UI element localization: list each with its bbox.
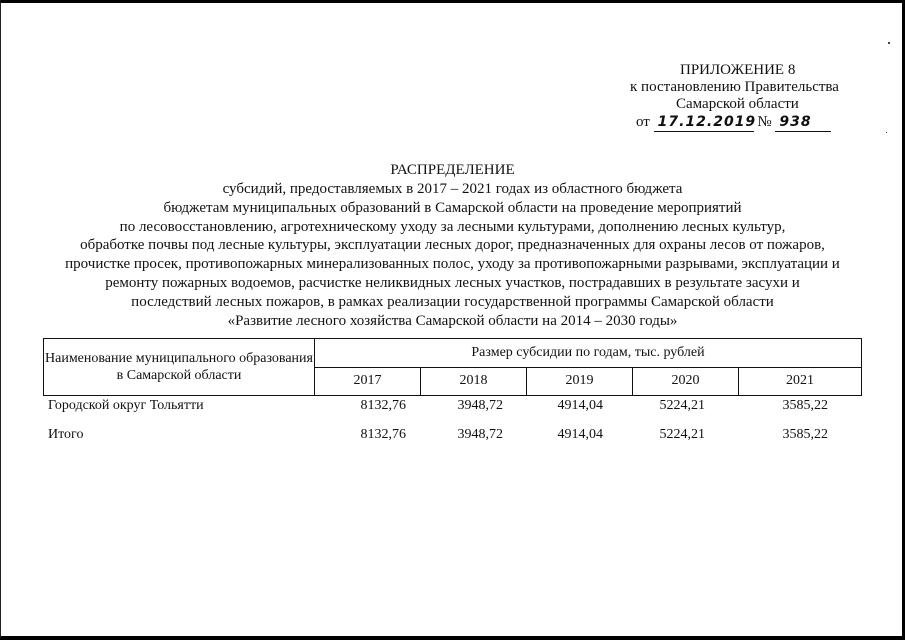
row-value-2018: 3948,72: [457, 398, 503, 413]
scan-speck: [886, 132, 887, 133]
total-value-2018: 3948,72: [457, 427, 503, 442]
table-row: [48, 398, 868, 427]
table-row-total: [48, 427, 868, 456]
total-value-2017: 8132,76: [360, 427, 406, 442]
subtitle-line: по лесовосстановлению, агротехническому уходу за лесными культурами, дополнению лесных культур,: [119, 218, 786, 235]
row-total-label: Итого: [48, 427, 84, 442]
subtitle-line: обработке почвы под лесные культуры, эксплуатации лесных дорог, предназначенных для охраны лесов от пожаров,: [80, 237, 825, 254]
total-value-2021: 3585,22: [782, 427, 828, 442]
appendix-region: Самарской области: [676, 96, 799, 112]
column-header-year: 2020: [633, 367, 739, 396]
column-header-year: 2018: [421, 367, 527, 396]
subtitle-line: последствий лесных пожаров, в рамках реализации государственной программы Самарской области: [131, 293, 774, 310]
appendix-number: ПРИЛОЖЕНИЕ 8: [680, 62, 796, 78]
number-prefix: №: [757, 114, 772, 130]
subtitle-line: ремонту пожарных водоемов, расчистке неликвидных лесных участков, пострадавших в результате засухи и: [105, 274, 800, 291]
scan-speck: [888, 42, 890, 44]
subtitle-line: бюджетам муниципальных образований в Самарской области на проведение мероприятий: [163, 199, 742, 216]
subtitle-line: субсидий, предоставляемых в 2017 – 2021 годах из областного бюджета: [222, 181, 683, 197]
subtitle-line: прочистке просек, противопожарных минерализованных полос, уходу за противопожарными разрывами, эксплуатации и: [65, 256, 840, 273]
date-prefix: от: [636, 114, 650, 130]
document-title: РАСПРЕДЕЛЕНИЕ: [390, 162, 515, 178]
handwritten-number: 938: [775, 114, 831, 132]
column-header-year: 2019: [527, 367, 633, 396]
row-municipality-name: Городской округ Тольятти: [48, 398, 204, 413]
total-value-2019: 4914,04: [557, 427, 603, 442]
row-value-2020: 5224,21: [659, 398, 705, 413]
column-header-year: 2017: [315, 367, 421, 396]
subtitle-line: «Развитие лесного хозяйства Самарской области на 2014 – 2030 годы»: [227, 312, 678, 329]
handwritten-date: 17.12.2019: [654, 114, 754, 132]
row-value-2017: 8132,76: [360, 398, 406, 413]
total-value-2020: 5224,21: [659, 427, 705, 442]
row-value-2021: 3585,22: [782, 398, 828, 413]
subsidy-table-body: [48, 398, 868, 456]
column-header-subsidy-size: Размер субсидии по годам, тыс. рублей: [315, 339, 862, 368]
subsidy-table-header: [43, 338, 862, 396]
row-value-2019: 4914,04: [557, 398, 603, 413]
document-subtitle: [40, 180, 865, 330]
column-header-year: 2021: [739, 367, 862, 396]
appendix-to-resolution: к постановлению Правительства: [630, 79, 839, 95]
appendix-date-line: [636, 114, 831, 132]
column-header-municipality: Наименование муниципального образования в Самарской области: [44, 339, 315, 396]
